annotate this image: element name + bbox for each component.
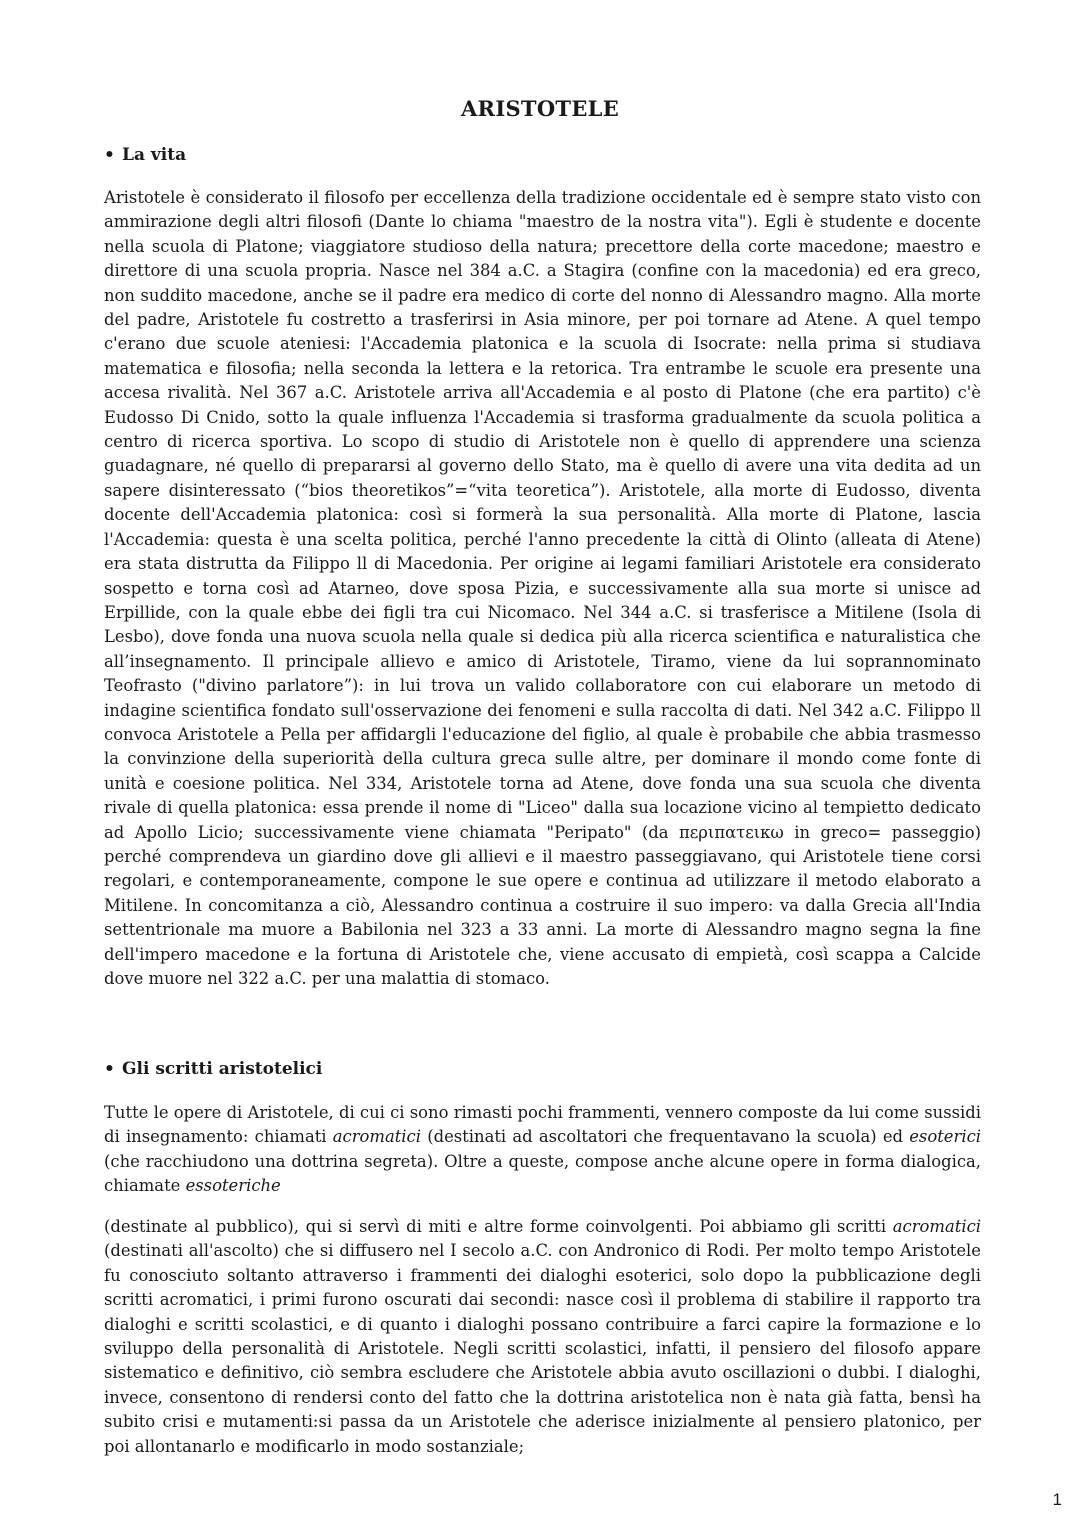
emphasis-term: acromatici [892,1217,981,1236]
page-number: 1 [1052,1490,1062,1509]
text-run: (che racchiudono una dottrina segreta). Oltre a queste, compose anche alcune opere in forma dialogica, chiamate [104,1151,981,1196]
page-title: ARISTOTELE [460,96,620,121]
text-run: (destinati all'ascolto) che si diffusero nel I secolo a.C. con Andronico di Rodi. Per molto tempo Aristotele fu conosciuto soltanto attraverso i frammenti dei dialoghi esoterici, solo dopo la pubblicazione degli scritti acromatici, i primi furono oscurati dai secondi: nasce così il problema di stabilire il rapporto tra dialoghi e scritti scolastici, e di quanto i dialoghi possano contribuire a farci capire la formazione e lo sviluppo della personalità di Aristotele. Negli scritti scolastici, infatti, il pensiero del filosofo appare sistematico e definitivo, ciò sembra escludere che Aristotele abbia avuto oscillazioni o dubbi. I dialoghi, invece, consentono di rendersi conto del fatto che la dottrina aristotelica non è nata già fatta, bensì ha subito crisi e mutamenti:si passa da un Aristotele che aderisce inizialmente al pensiero platonico, per poi allontanarlo e modificarlo in modo sostanziale; [104,1241,981,1456]
emphasis-term: acromatici [332,1127,421,1147]
bullet-icon: • [104,145,115,165]
paragraph-scritti-continued [104,1215,981,1459]
text-run: (destinate al pubblico), qui si servì di miti e altre forme coinvolgenti. Poi abbiamo gli scritti [104,1217,893,1236]
text-run: (destinati ad ascoltatori che frequentavano la scuola) ed [420,1127,910,1147]
section-heading-label: Gli scritti aristotelici [122,1059,323,1079]
paragraph-la-vita: Aristotele è considerato il filosofo per eccellenza della tradizione occidentale ed è sempre stato visto con ammirazione degli altri filosofi (Dante lo chiama "maestro de la nostra vita"). Egli è studente e docente nella scuola di Platone; viaggiatore studioso della natura; precettore della corte macedone; maestro e direttore di una scuola propria. Nasce nel 384 a.C. a Stagira (confine con la macedonia) ed era greco, non suddito macedone, anche se il padre era medico di corte del nonno di Alessandro magno. Alla morte del padre, Aristotele fu costretto a trasferirsi in Asia minore, per poi tornare ad Atene. A quel tempo c'erano due scuole ateniesi: l'Accademia platonica e la scuola di Isocrate: nella prima si studiava matematica e filosofia; nella seconda la lettera e la retorica. Tra entrambe le scuole era presente una accesa rivalità. Nel 367 a.C. Aristotele arriva all'Accademia e al posto di Platone (che era partito) c'è Eudosso Di Cnido, sotto la quale influenza l'Accademia si trasforma gradualmente da scuola politica a centro di ricerca sportiva. Lo scopo di studio di Aristotele non è quello di apprendere una scienza guadagnare, né quello di prepararsi al governo dello Stato, ma è quello di avere una vita dedita ad un sapere disinteressato (“bios theoretikos”=“vita teoretica”). Aristotele, alla morte di Eudosso, diventa docente dell'Accademia platonica: così si formerà la sua personalità. Alla morte di Platone, lascia l'Accademia: questa è una scelta politica, perché l'anno precedente la città di Olinto (alleata di Atene) era stata distrutta da Filippo ll di Macedonia. Per origine ai legami familiari Aristotele era considerato sospetto e torna così ad Atarneo, dove sposa Pizia, e successivamente alla sua morte si unisce ad Erpillide, con la quale ebbe dei figli tra cui Nicomaco. Nel 344 a.C. si trasferisce a Mitilene (Isola di Lesbo), dove fonda una nuova scuola nella quale si dedica più alla ricerca scientifica e naturalistica che all’insegnamento. Il principale allievo e amico di Aristotele, Tiramo, viene da lui soprannominato Teofrasto ("divino parlatore”): in lui trova un valido collaboratore con cui elaborare un metodo di indagine scientifica fondato sull'osservazione dei fenomeni e sulla raccolta di dati. Nel 342 a.C. Filippo ll convoca Aristotele a Pella per affidargli l'educazione del figlio, al quale è probabile che abbia trasmesso la convinzione della superiorità della cultura greca sulle altre, per dominare il mondo come fonte di unità e coesione politica. Nel 334, Aristotele torna ad Atene, dove fonda una sua scuola che diventa rivale di quella platonica: essa prende il nome di "Liceo" dalla sua locazione vicino al tempietto dedicato ad Apollo Licio; successivamente viene chiamata "Peripato" (da περιπατεικω in greco= passeggio) perché comprendeva un giardino dove gli allievi e il maestro passeggiavano, qui Aristotele tiene corsi regolari, e contemporaneamente, compone le sue opere e continua ad utilizzare il metodo elaborato a Mitilene. In concomitanza a ciò, Alessandro continua a costruire il suo impero: va dalla Grecia all'India settentrionale ma muore a Babilonia nel 323 a 33 anni. La morte di Alessandro magno segna la fine dell'impero macedone e la fortuna di Aristotele che, viene accusato di empietà, così scappa a Calcide dove muore nel 322 a.C. per una malattia di stomaco. [104,188,981,988]
section-heading-scritti [104,1059,322,1079]
emphasis-term: essoteriche [185,1176,281,1196]
section-heading-label: La vita [122,145,187,165]
text-run: Tutte le opere di Aristotele, di cui ci sono rimasti pochi frammenti, vennero composte da lui come sussidi di insegnamento: chiamati [104,1103,981,1147]
paragraph-scritti-intro [104,1101,981,1199]
section-heading-la-vita [104,145,186,165]
emphasis-term: esoterici [909,1127,981,1147]
bullet-icon: • [104,1059,115,1079]
